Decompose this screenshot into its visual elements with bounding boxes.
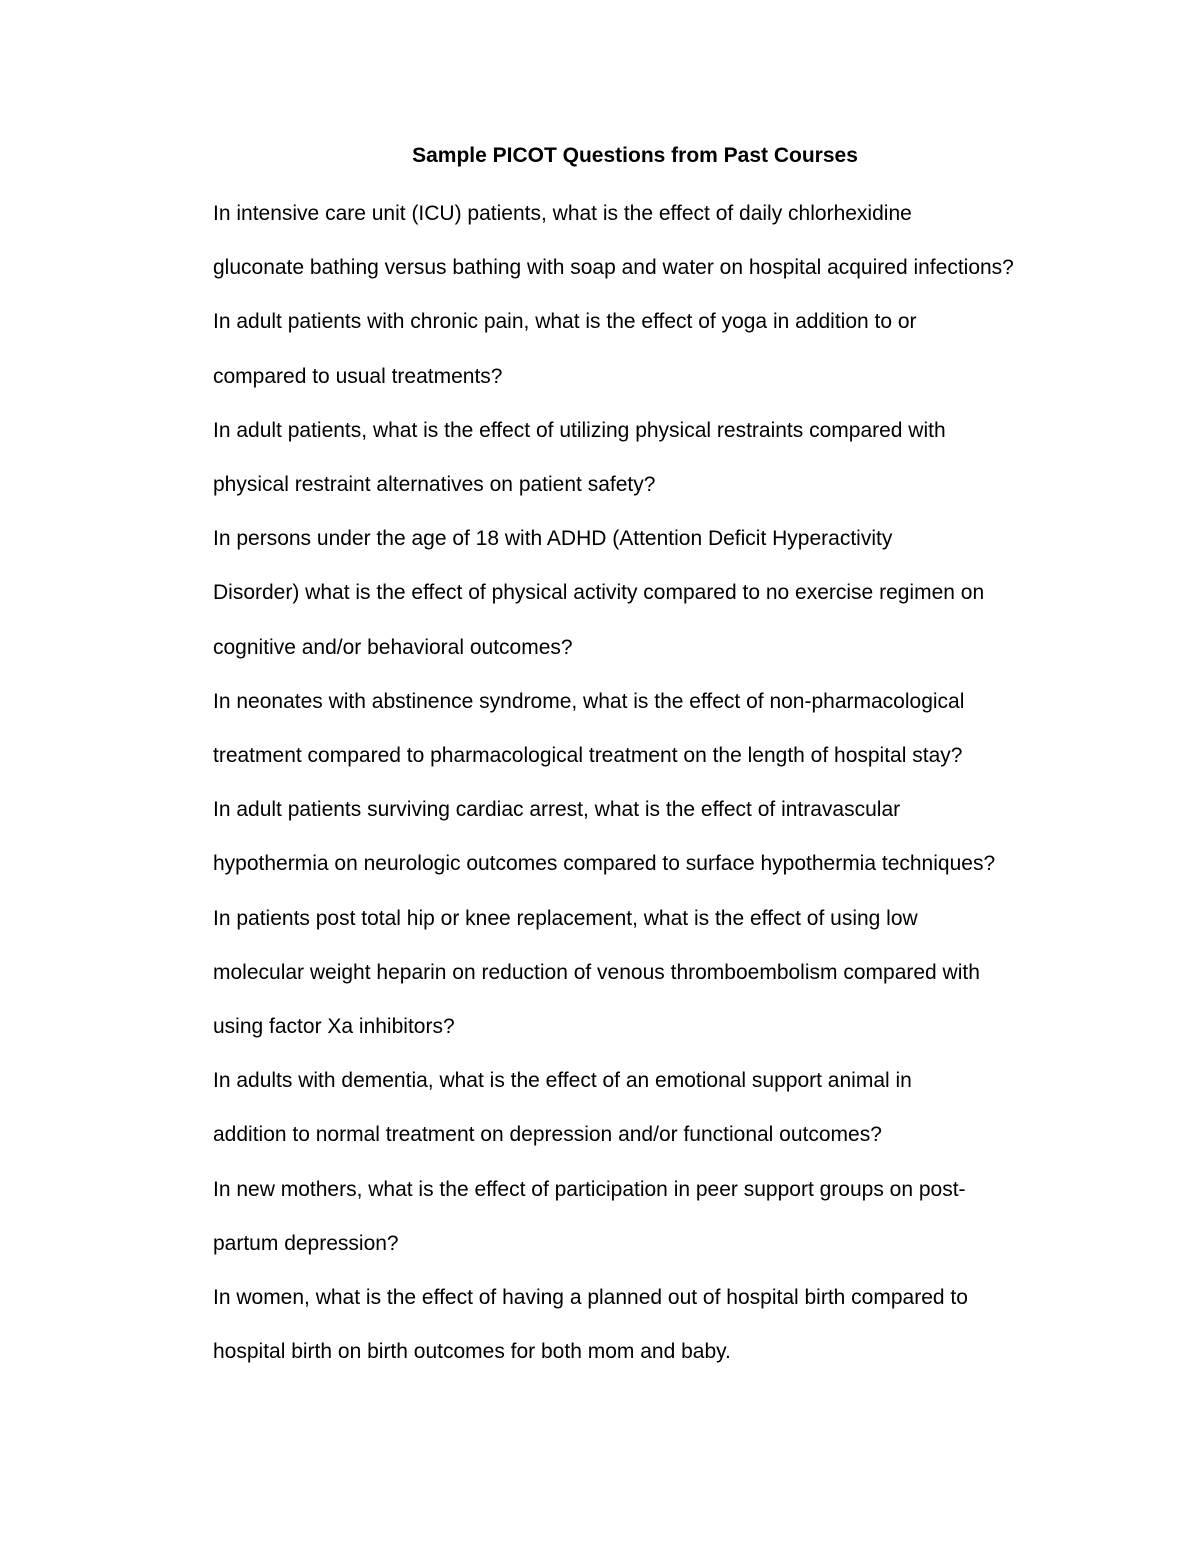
paragraph-line: In persons under the age of 18 with ADHD (Attention Deficit Hyperactivity	[213, 527, 893, 551]
paragraph-adhd-activity	[141, 512, 1061, 675]
paragraph-line: compared to usual treatments?	[213, 364, 503, 388]
paragraph-line: molecular weight heparin on reduction of venous thromboembolism compared with	[213, 960, 980, 984]
document-body	[141, 187, 1061, 1379]
paragraph-line: partum depression?	[213, 1231, 399, 1255]
paragraph-line: In patients post total hip or knee replacement, what is the effect of using low	[213, 906, 918, 930]
paragraph-line: using factor Xa inhibitors?	[213, 1015, 455, 1039]
paragraph-line: cognitive and/or behavioral outcomes?	[213, 635, 573, 659]
paragraph-icu-chlorhexidine	[141, 187, 1061, 295]
paragraph-neonates-abstinence	[141, 675, 1061, 783]
paragraph-line: hospital birth on birth outcomes for both mom and baby.	[213, 1340, 731, 1364]
paragraph-line: addition to normal treatment on depression and/or functional outcomes?	[213, 1123, 882, 1147]
paragraph-line: In women, what is the effect of having a planned out of hospital birth compared to	[213, 1286, 968, 1310]
paragraph-line: In intensive care unit (ICU) patients, what is the effect of daily chlorhexidine	[213, 202, 912, 225]
paragraph-line: gluconate bathing versus bathing with soap and water on hospital acquired infections?	[213, 256, 1014, 280]
paragraph-line: In new mothers, what is the effect of participation in peer support groups on post-	[213, 1177, 966, 1201]
paragraph-line: hypothermia on neurologic outcomes compared to surface hypothermia techniques?	[213, 852, 996, 876]
paragraph-cardiac-arrest-hypothermia	[141, 783, 1061, 891]
paragraph-line: In neonates with abstinence syndrome, what is the effect of non-pharmacological	[213, 689, 965, 713]
paragraph-line: In adult patients, what is the effect of utilizing physical restraints compared with	[213, 418, 946, 442]
paragraph-chronic-pain-yoga	[141, 295, 1061, 403]
paragraph-women-planned-birth	[141, 1271, 1061, 1379]
paragraph-line: In adult patients surviving cardiac arrest, what is the effect of intravascular	[213, 798, 901, 822]
paragraph-line: Disorder) what is the effect of physical activity compared to no exercise regimen on	[213, 581, 985, 605]
paragraph-physical-restraints	[141, 404, 1061, 512]
document-title: Sample PICOT Questions from Past Courses	[412, 144, 858, 167]
paragraph-line: treatment compared to pharmacological treatment on the length of hospital stay?	[213, 744, 963, 768]
paragraph-line: In adult patients with chronic pain, what is the effect of yoga in addition to or	[213, 310, 917, 334]
paragraph-line: physical restraint alternatives on patient safety?	[213, 473, 656, 497]
paragraph-hip-knee-heparin	[141, 892, 1061, 1055]
paragraph-dementia-support-animal	[141, 1054, 1061, 1162]
paragraph-new-mothers-peer-support	[141, 1163, 1061, 1271]
paragraph-line: In adults with dementia, what is the effect of an emotional support animal in	[213, 1069, 912, 1093]
